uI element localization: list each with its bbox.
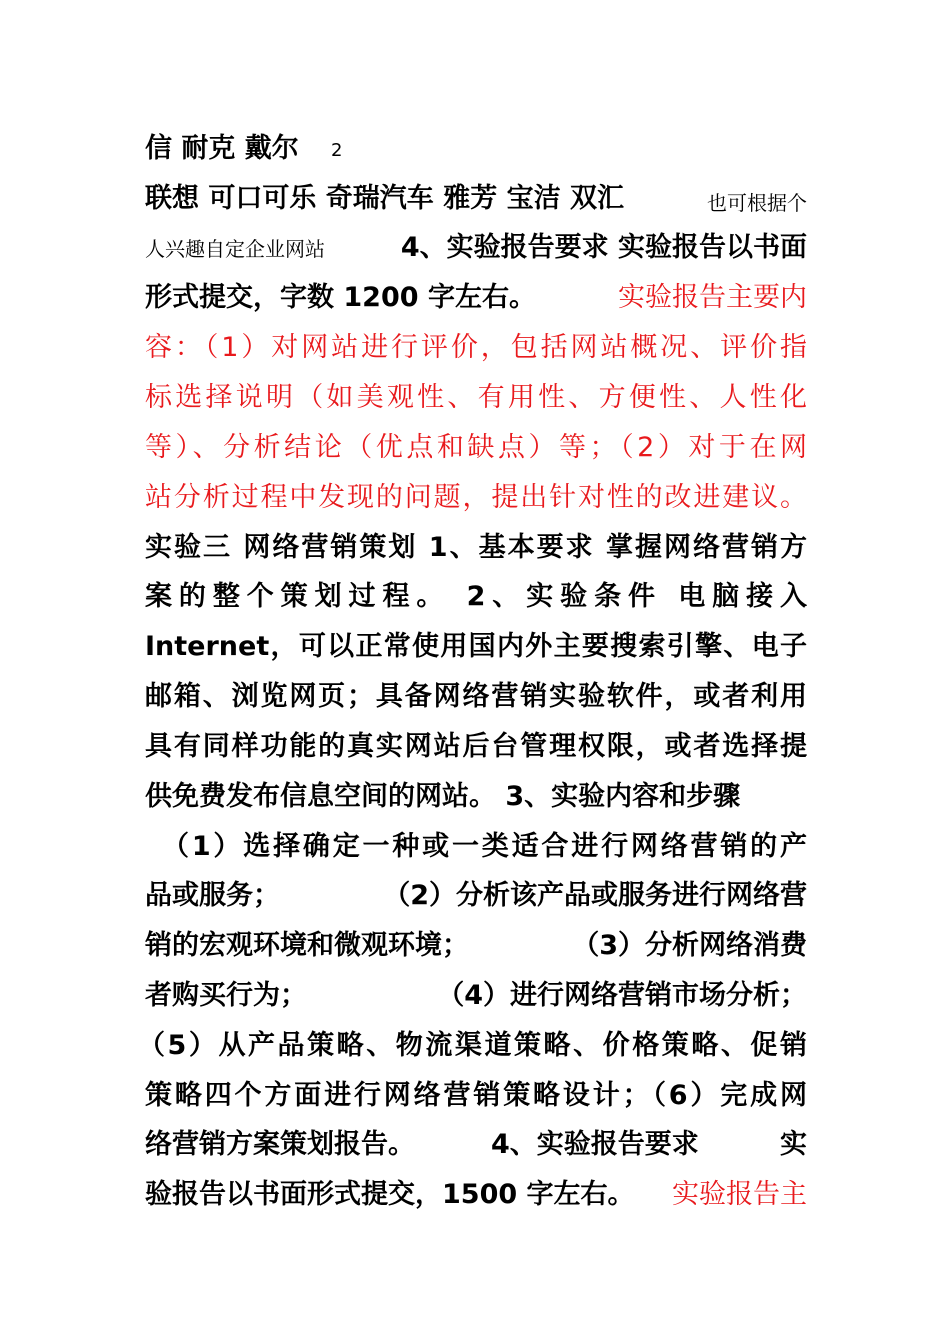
text-line-3	[145, 230, 807, 267]
step-3-end: 者购买行为；	[145, 980, 307, 1011]
text-line-21	[145, 1127, 807, 1163]
step-4: （4）进行网络营销市场分析；	[437, 980, 807, 1011]
text-line-14: 供免费发布信息空间的网站。 3、实验内容和步骤	[145, 781, 741, 812]
text-line-5: 容：（1）对网站进行评价，包括网站概况、评价指	[145, 332, 807, 363]
text-line-22	[145, 1177, 807, 1213]
word-count-text: 形式提交，字数 1200 字左右。	[145, 282, 536, 313]
text-line-18	[145, 978, 807, 1014]
text-line-20: 策略四个方面进行网络营销策略设计；（6）完成网	[145, 1080, 807, 1111]
report-requirement-heading: 4、实验报告要求 实验报告以书面	[400, 232, 807, 263]
step-6-end: 络营销方案策划报告。	[145, 1129, 415, 1160]
step-1-end: 品或服务；	[145, 880, 280, 911]
custom-note-end: 人兴趣自定企业网站	[145, 237, 325, 261]
text-line-15: （1）选择确定一种或一类适合进行网络营销的产	[162, 831, 807, 862]
text-line-13: 具有同样功能的真实网站后台管理权限，或者选择提	[145, 731, 807, 762]
text-line-19: （5）从产品策略、物流渠道策略、价格策略、促销	[138, 1030, 807, 1061]
text-line-10: 案的整个策划过程。 2、实验条件 电脑接入	[145, 581, 807, 612]
text-line-9: 实验三 网络营销策划 1、基本要求 掌握网络营销方	[145, 532, 807, 563]
company-list-2: 联想 可口可乐 奇瑞汽车 雅芳 宝洁 双汇	[145, 183, 624, 214]
report-content-heading: 实验报告主要内	[618, 282, 807, 313]
text-line-17	[145, 928, 807, 964]
text-line-7: 等）、分析结论（优点和缺点）等；（2）对于在网	[145, 432, 807, 463]
text-line-6: 标选择说明（如美观性、有用性、方便性、人性化	[145, 382, 807, 413]
company-list-1: 信 耐克 戴尔	[145, 133, 299, 164]
text-line-12: 邮箱、浏览网页；具备网络营销实验软件，或者利用	[145, 681, 807, 712]
text-line-4	[145, 280, 807, 316]
text-line-1	[145, 131, 807, 167]
custom-note-start: 也可根据个	[707, 191, 807, 215]
report-content-heading-2: 实验报告主	[672, 1179, 807, 1210]
step-2-start: （2）分析该产品或服务进行网络营	[383, 880, 807, 911]
page-marker: 2	[331, 140, 343, 161]
step-3-start: （3）分析网络消费	[572, 930, 807, 961]
text-line-2	[145, 181, 807, 217]
text-line-16	[145, 878, 807, 914]
step-2-end: 销的宏观环境和微观环境；	[145, 930, 469, 961]
word-count-text-2: 验报告以书面形式提交，1500 字左右。	[145, 1179, 635, 1210]
text-line-11: Internet，可以正常使用国内外主要搜索引擎、电子	[145, 631, 807, 662]
report-requirement-heading-2: 4、实验报告要求	[491, 1129, 699, 1160]
report-text-start: 实	[780, 1129, 807, 1160]
text-line-8: 站分析过程中发现的问题，提出针对性的改进建议。	[145, 482, 807, 513]
